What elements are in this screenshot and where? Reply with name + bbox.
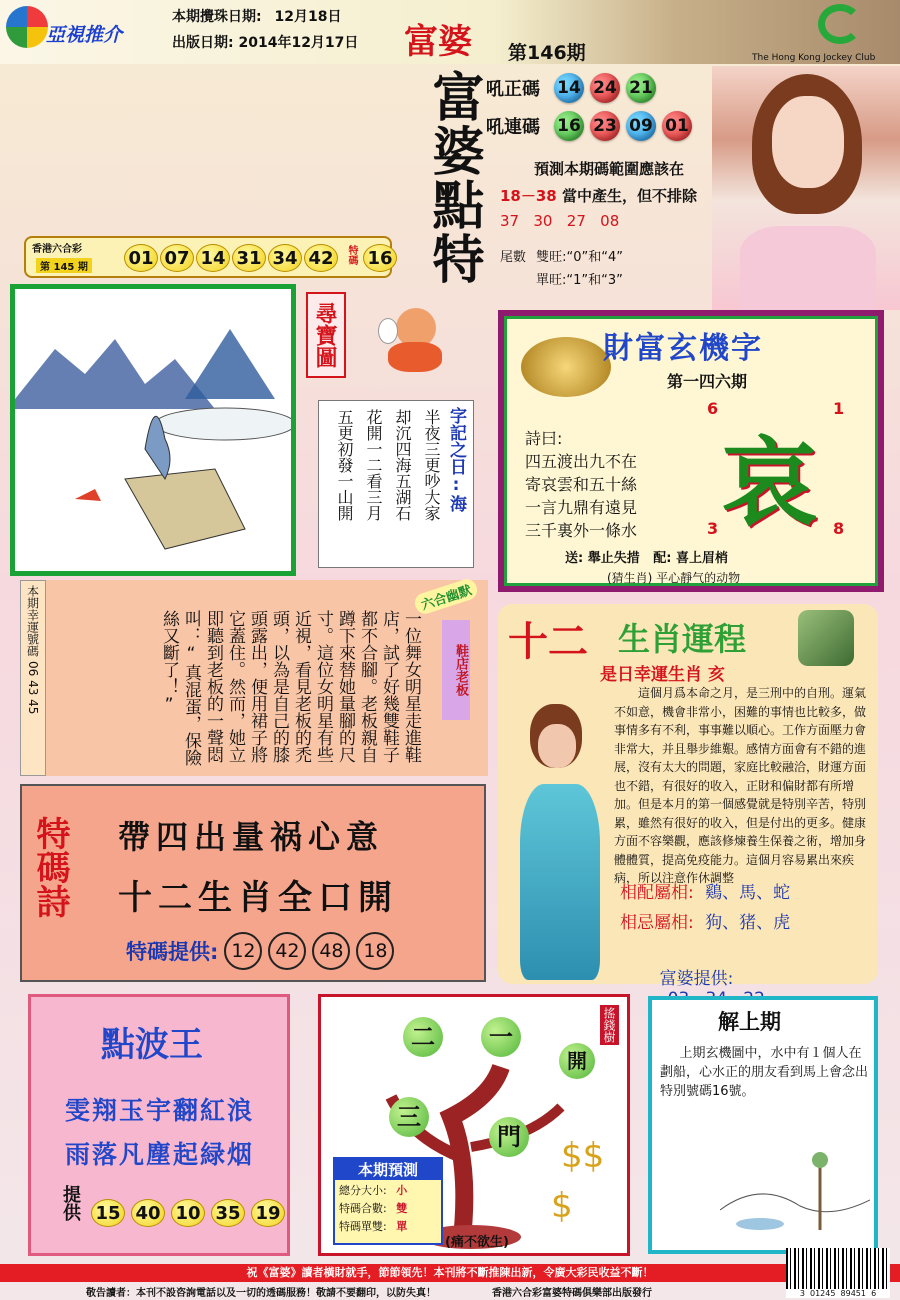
poem-col: 五更初發一山開 [335, 409, 354, 521]
match-label: 相配屬相: [620, 883, 694, 903]
range-numbers: 18－38 [500, 187, 557, 205]
poem-line: 四五渡出九不在 [525, 452, 638, 471]
predict-row: 總分大小: 小 [339, 1184, 408, 1197]
wealth-box [498, 310, 884, 592]
link-ball: 09 [626, 111, 656, 141]
tail-label: 尾數 [500, 250, 527, 265]
tree-ball: 一 [481, 1017, 521, 1057]
solve-text: 上期玄機圖中，水中有１個人在劃船，心水正的朋友看到馬上會念出特別號碼16號。 [660, 1046, 869, 1099]
result-ball: 42 [304, 244, 338, 272]
scroll-title: 字記之日:海 [446, 407, 466, 512]
treasure-title: 尋寶圖 [306, 292, 346, 378]
dianbo-number: 35 [211, 1199, 245, 1227]
predict-row: 特碼合數: 雙 [339, 1202, 408, 1215]
dianbo-number: 19 [251, 1199, 285, 1227]
footer-banner: 祝《富婆》讀者橫財就手，節節領先！本刊將不斷推陳出新，令廣大彩民收益不斷！ [0, 1264, 900, 1282]
publish-date: 2014年12月17日 [238, 35, 359, 51]
footer-notice: 敬告讀者：本刊不設咨詢電話以及一切的透碼服務！敬請不要翻印，以防失真！ [86, 1288, 436, 1299]
dianbo-title: 點波王 [101, 1025, 203, 1065]
treasure-map-frame [10, 284, 296, 576]
dianbo-number: 10 [171, 1199, 205, 1227]
footer-publisher: 香港六合彩富婆特碼俱樂部出版發行 [492, 1288, 652, 1299]
avoid-value: 狗、猪、虎 [705, 913, 791, 933]
lucky-numbers-strip [20, 580, 46, 776]
dianbo-line-1: 雯翔玉宇翻紅浪 [65, 1096, 255, 1125]
link-code-label: 吼連碼 [486, 117, 540, 138]
last-result-bar [24, 236, 392, 278]
header-badge: 亞視推介 [46, 24, 123, 46]
tree-ball: 門 [489, 1117, 529, 1157]
jockey-club-name: The Hong Kong Jockey Club [752, 53, 876, 63]
publish-date-label: 出版日期: [172, 35, 234, 51]
story-badge: 六合幽默 [412, 577, 479, 617]
main-ball: 14 [554, 73, 584, 103]
corner-num-br: 8 [833, 519, 845, 538]
predict-row: 特碼單雙: 單 [339, 1220, 408, 1233]
last-result-label-top: 香港六合彩 [32, 244, 82, 255]
issue-number: 第146期 [508, 42, 586, 64]
avoid-label: 相忌屬相: [620, 913, 694, 933]
solve-title: 解上期 [718, 1010, 781, 1034]
special-poem-line-2: 十二生肖全口開 [118, 878, 398, 918]
lucky-numbers: 06 43 45 [26, 661, 40, 715]
poem-line: 一言九鼎有遠見 [525, 498, 638, 517]
provide-label: 富婆提供: [659, 969, 734, 989]
link-ball: 01 [662, 111, 692, 141]
zodiac-title-b: 生肖運程 [618, 620, 747, 658]
money-hand-icon [798, 610, 854, 666]
main-ball: 24 [590, 73, 620, 103]
special-poem-side-label: 特碼詩 [30, 816, 70, 918]
money-tree-box [318, 994, 630, 1256]
tree-ball: 三 [389, 1097, 429, 1137]
poem-col: 却沉四海五湖石 [393, 409, 412, 521]
corner-num-tl: 6 [707, 399, 719, 418]
barcode [786, 1248, 890, 1298]
draw-date: 12月18日 [274, 9, 342, 25]
poem-col: 花開一二看三月 [364, 409, 383, 521]
dianbo-box [28, 994, 290, 1256]
model-photo [712, 66, 900, 310]
main-ball: 21 [626, 73, 656, 103]
result-ball: 34 [268, 244, 302, 272]
result-ball: 31 [232, 244, 266, 272]
model-dress [740, 226, 876, 310]
special-label: 特碼 [346, 245, 357, 265]
poem-scroll [318, 400, 474, 568]
predict-box [333, 1157, 443, 1245]
link-ball: 23 [590, 111, 620, 141]
zodiac-body: 這個月爲本命之月，是三刑中的自刑。運氣不如意，機會非常小，困難的事情也比較多，做事情多有不利，事事難以順心。工作方面壓力會非常大，并且舉步維艱。感情方面會有不錯的進展，沒有太大的問題，家庭比較融洽，財運方面也不錯，有很好的收入，正財和偏財都有所增加。但是本月的第一個感覺就是特別辛苦，特別累，雖然有很好的收入，但是付出的更多。健康方面不容樂觀，應該修煉養生保養之術，增加身體體質，提高免疫能力。這個月容易累出來疾病，所以注意作休調整 [614, 686, 867, 885]
cupid-icon [378, 292, 450, 374]
special-poem-line-1: 帶四出量祸心意 [118, 818, 385, 856]
coins-icon [521, 337, 611, 397]
solve-illustration [720, 1150, 870, 1240]
predict-title: 本期預測 [335, 1159, 441, 1180]
special-number: 42 [268, 932, 306, 970]
header-bar [0, 0, 900, 64]
asia-tv-logo-icon [6, 6, 48, 48]
model-face [772, 96, 844, 188]
range-extra: 37 30 27 08 [500, 212, 620, 230]
special-number: 18 [356, 932, 394, 970]
dancer-photo [500, 694, 616, 984]
page-title-vertical: 富婆點特 [423, 70, 484, 286]
tree-ball: 二 [403, 1017, 443, 1057]
range-line-1: 預測本期碼範圍應該在 [534, 160, 685, 178]
zodiac-title-a: 十二 [508, 619, 588, 665]
money-tree-caption: (痛不欲生) [445, 1235, 509, 1250]
dianbo-number: 40 [131, 1199, 165, 1227]
range-line-2: 當中產生，但不排除 [561, 187, 697, 205]
dianbo-number: 15 [91, 1199, 125, 1227]
svg-text:$: $ [551, 1186, 573, 1226]
treasure-map-illustration [15, 289, 291, 571]
dianbo-line-2: 雨落凡塵起緑烟 [65, 1140, 255, 1169]
story-box [46, 580, 488, 776]
draw-date-label: 本期攪珠日期: [172, 9, 262, 25]
poem-line: 三千裏外一條水 [525, 521, 638, 540]
result-ball: 07 [160, 244, 194, 272]
wealth-title: 財富玄機字 [603, 331, 763, 366]
wealth-big-char: 哀 [721, 427, 817, 539]
special-ball: 16 [363, 244, 397, 272]
result-ball: 14 [196, 244, 230, 272]
tail-double: 雙旺:“0”和“4” [536, 250, 624, 265]
lucky-label: 本期幸運號碼 [25, 585, 40, 657]
money-tree-tag: 搖錢樹 [600, 1005, 619, 1045]
result-ball: 01 [124, 244, 158, 272]
zodiac-subtitle: 是日幸運生肖 亥 [600, 665, 725, 685]
poem-label: 詩曰: [525, 429, 563, 448]
special-number: 12 [224, 932, 262, 970]
special-poem-box [20, 784, 486, 982]
story-tag: 鞋店老板 [442, 620, 470, 720]
barcode-number: 3 01245 89451 6 [786, 1289, 890, 1298]
last-result-label-bottom: 第 145 期 [36, 258, 92, 273]
match-value: 鷄、馬、蛇 [705, 883, 791, 903]
dianbo-provide-label: 提供 [60, 1185, 81, 1221]
svg-text:$$: $$ [561, 1136, 605, 1176]
story-text: 一位舞女明星走進鞋店，試了好幾雙鞋子都不合腳。老板親自蹲下來替她量腳的尺寸。這位女明星有些近視，看見老板的禿頭，以為是自己的膝頭露出，便用裙子將它蓋住。然而，她立即聽到老板的一聲悶叫：“真混蛋，保險絲又斷了！” [159, 610, 421, 766]
jockey-club-logo-icon [818, 4, 862, 44]
corner-num-tr: 1 [833, 399, 845, 418]
tree-ball: 開 [559, 1043, 595, 1079]
link-ball: 16 [554, 111, 584, 141]
main-code-label: 吼正碼 [486, 79, 540, 100]
wealth-note: (猜生肖) 平心靜气的动物 [607, 571, 741, 585]
wealth-issue: 第一四六期 [667, 372, 748, 391]
solve-box [648, 996, 878, 1254]
poem-col: 半夜三更吵大家 [422, 409, 441, 521]
forecast-panel [486, 70, 726, 310]
special-provide-label: 特碼提供: [126, 940, 219, 964]
special-number: 48 [312, 932, 350, 970]
corner-num-bl: 3 [707, 519, 719, 538]
wealth-send-line: 送: 舉止失措 配: 喜上眉梢 [565, 551, 729, 566]
brand-title: 富婆 [404, 22, 472, 62]
tail-single: 單旺:“1”和“3” [536, 273, 623, 288]
poem-line: 寄哀雲和五十絲 [525, 475, 638, 494]
